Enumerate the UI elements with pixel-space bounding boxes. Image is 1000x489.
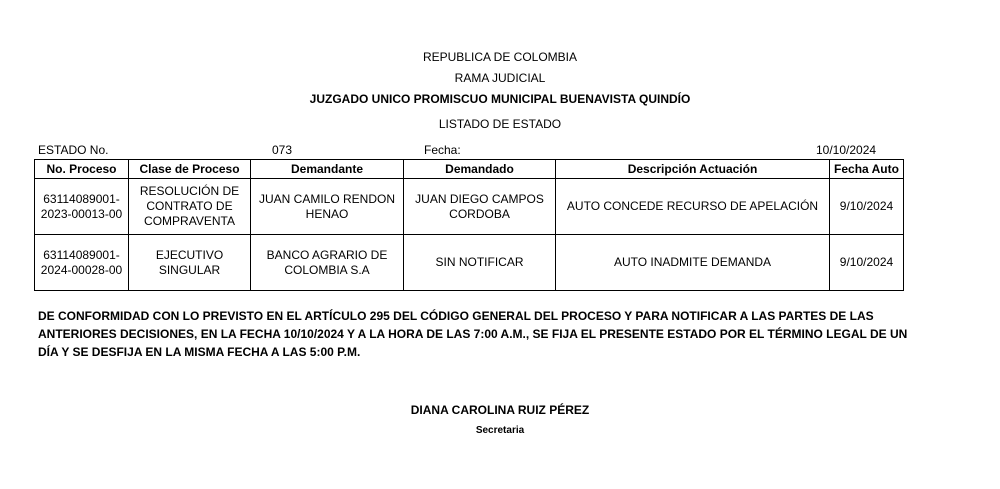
fecha-value: 10/10/2024 xyxy=(816,143,877,157)
cell-proceso: 63114089001-2023-00013-00 xyxy=(35,179,129,235)
header-list-title: LISTADO DE ESTADO xyxy=(438,117,562,131)
estado-label: ESTADO No. xyxy=(38,143,109,157)
column-header: Descripción Actuación xyxy=(556,160,830,179)
legal-notice: DE CONFORMIDAD CON LO PREVISTO EN EL ARTÍCULO 295 DEL CÓDIGO GENERAL DEL PROCESO Y PARA NOTIFICAR A LAS PARTES DE LAS ANTERIORES DECISIONES, EN LA FECHA 10/10/2024 Y A LA HORA DE LAS 7:00 A.M., SE FIJA EL PRESENTE ESTADO POR EL TÉRMINO LEGAL DE UN DÍA Y SE DESFIJA EN LA MISMA FECHA A LAS 5:00 P.M. xyxy=(38,309,908,359)
signatory-role: Secretaria xyxy=(475,425,525,436)
table-row xyxy=(35,235,904,291)
column-header: Fecha Auto xyxy=(830,160,904,179)
cell-proceso: 63114089001-2024-00028-00 xyxy=(35,235,129,291)
table-row xyxy=(35,179,904,235)
header-branch: RAMA JUDICIAL xyxy=(454,71,546,85)
table-header-row xyxy=(35,160,904,179)
cell-clase: RESOLUCIÓN DE CONTRATO DE COMPRAVENTA xyxy=(129,179,251,235)
cell-fecha-auto: 9/10/2024 xyxy=(830,235,904,291)
cell-actuacion: AUTO CONCEDE RECURSO DE APELACIÓN xyxy=(556,179,830,235)
cell-clase: EJECUTIVO SINGULAR xyxy=(129,235,251,291)
cell-fecha-auto: 9/10/2024 xyxy=(830,179,904,235)
cell-demandado: JUAN DIEGO CAMPOS CORDOBA xyxy=(404,179,556,235)
cell-actuacion: AUTO INADMITE DEMANDA xyxy=(556,235,830,291)
column-header: No. Proceso xyxy=(35,160,129,179)
estado-table xyxy=(34,159,904,291)
fecha-label: Fecha: xyxy=(424,143,461,157)
cell-demandado: SIN NOTIFICAR xyxy=(404,235,556,291)
column-header: Demandado xyxy=(404,160,556,179)
column-header: Demandante xyxy=(251,160,404,179)
cell-demandante: BANCO AGRARIO DE COLOMBIA S.A xyxy=(251,235,404,291)
header-republic: REPUBLICA DE COLOMBIA xyxy=(422,50,578,64)
signatory-name: DIANA CAROLINA RUIZ PÉREZ xyxy=(410,403,590,417)
estado-number: 073 xyxy=(272,143,293,157)
cell-demandante: JUAN CAMILO RENDON HENAO xyxy=(251,179,404,235)
column-header: Clase de Proceso xyxy=(129,160,251,179)
header-court: JUZGADO UNICO PROMISCUO MUNICIPAL BUENAVISTA QUINDÍO xyxy=(309,92,691,106)
